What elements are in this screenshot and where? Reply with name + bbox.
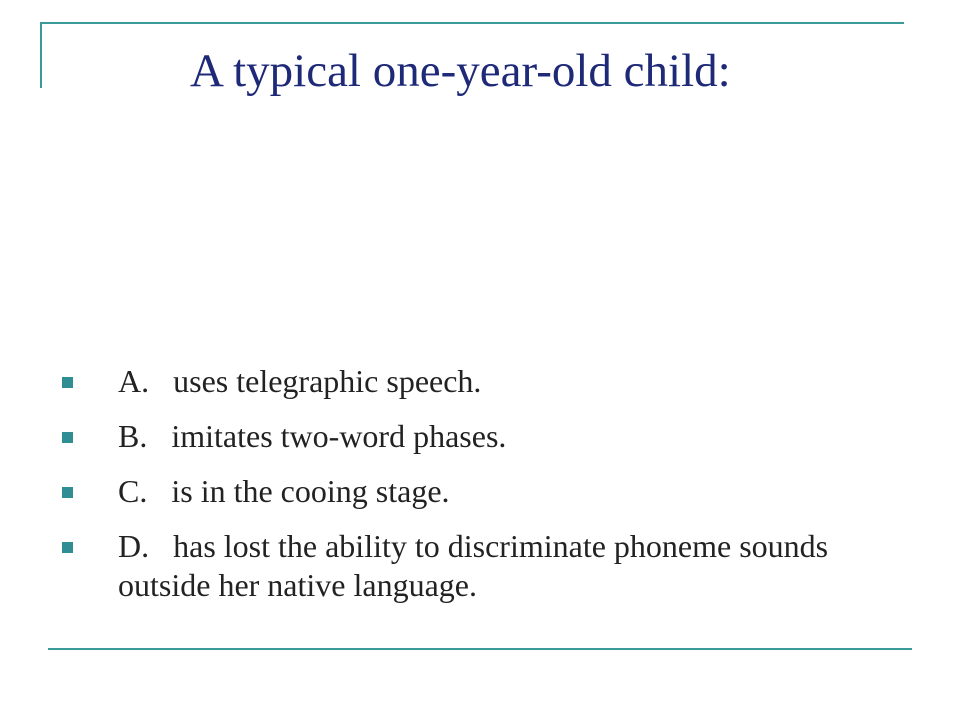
- square-bullet-icon: [62, 432, 73, 443]
- top-rule: [40, 22, 904, 24]
- option-c: [60, 472, 900, 511]
- square-bullet-icon: [62, 487, 73, 498]
- square-bullet-icon: [62, 377, 73, 388]
- option-d-text: D. has lost the ability to discriminate phoneme sounds outside her native language.: [118, 528, 837, 603]
- option-b-text: B. imitates two-word phases.: [118, 418, 507, 454]
- option-a: [60, 362, 900, 401]
- option-a-text: A. uses telegraphic speech.: [118, 363, 482, 399]
- option-c-text: C. is in the cooing stage.: [118, 473, 450, 509]
- bottom-rule: [48, 648, 912, 650]
- square-bullet-icon: [62, 542, 73, 553]
- option-b: [60, 417, 900, 456]
- answer-options-list: [60, 362, 900, 621]
- slide-title: A typical one-year-old child:: [190, 45, 731, 97]
- left-rule: [40, 22, 42, 88]
- option-d: [60, 527, 900, 605]
